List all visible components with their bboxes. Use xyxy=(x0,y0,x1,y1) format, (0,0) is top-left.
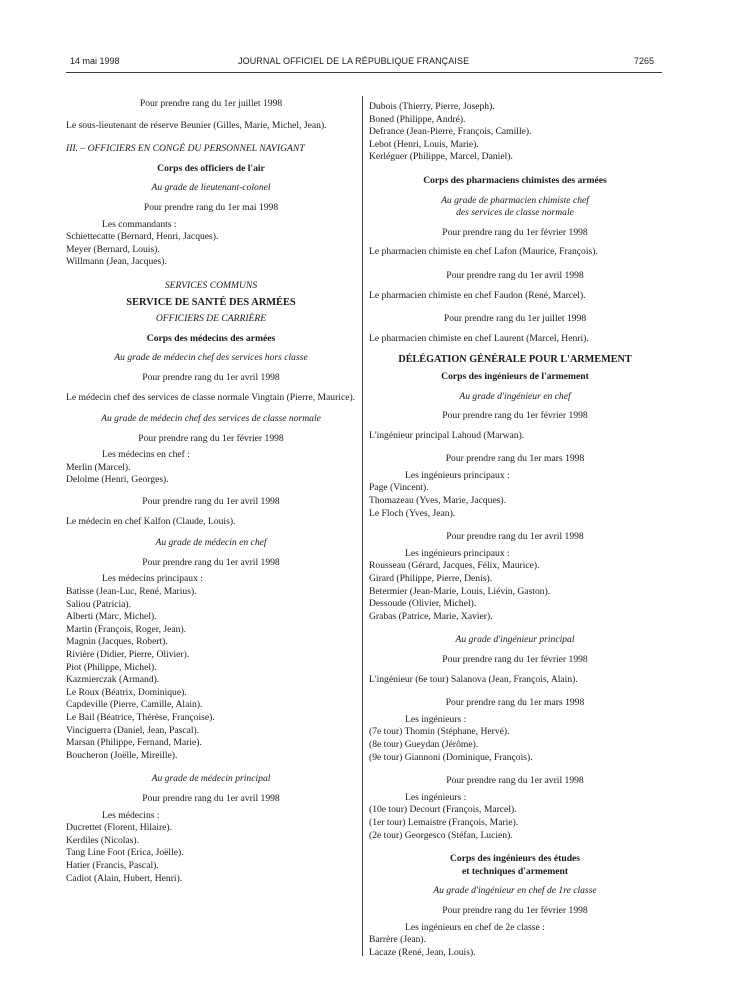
list-item: Saliou (Patricia). xyxy=(66,598,132,610)
name-list xyxy=(66,462,356,487)
header-rule xyxy=(66,72,662,73)
rank-date: Pour prendre rang du 1er février 1998 xyxy=(442,410,588,422)
list-intro: Les ingénieurs principaux : xyxy=(405,469,510,481)
appointment-entry: Le sous-lieutenant de réserve Beunier (Gilles, Marie, Michel, Jean). xyxy=(66,119,327,131)
rank-date: Pour prendre rang du 1er février 1998 xyxy=(442,226,588,238)
name-list xyxy=(369,482,661,520)
grade-heading: Au grade d'ingénieur principal xyxy=(455,634,575,646)
rank-date: Pour prendre rang du 1er avril 1998 xyxy=(142,496,280,508)
list-item: Defrance (Jean-Pierre, François, Camille). xyxy=(369,126,532,138)
header-date: 14 mai 1998 xyxy=(70,56,120,66)
list-item: Dubois (Thierry, Pierre, Joseph). xyxy=(369,101,495,112)
rank-date: Pour prendre rang du 1er mars 1998 xyxy=(445,697,585,709)
section-iii-title: III. – OFFICIERS EN CONGÉ DU PERSONNEL NAVIGANT xyxy=(66,143,305,155)
rank-date: Pour prendre rang du 1er avril 1998 xyxy=(142,556,280,568)
corps-heading: Corps des pharmaciens chimistes des armées xyxy=(423,174,607,186)
grade-heading: Au grade de médecin principal xyxy=(151,773,271,785)
name-list xyxy=(369,804,661,842)
subsection-heading: OFFICIERS DE CARRIÈRE xyxy=(155,313,267,325)
list-item: Page (Vincent). xyxy=(369,482,429,494)
list-item: (2e tour) Georgesco (Stéfan, Lucien). xyxy=(369,829,513,841)
name-list xyxy=(66,822,356,885)
list-item: Grabas (Patrice, Marie, Xavier). xyxy=(369,610,493,622)
list-item: Barrère (Jean). xyxy=(369,934,426,946)
list-item: (9e tour) Giannoni (Dominique, François). xyxy=(369,751,533,763)
left-column xyxy=(66,98,356,885)
section-heading: SERVICES COMMUNS xyxy=(164,279,258,291)
name-list xyxy=(369,560,661,623)
list-item: (10e tour) Decourt (François, Marcel). xyxy=(369,804,517,816)
list-item: Ducrettet (Florent, Hilaire). xyxy=(66,822,173,834)
rank-date: Pour prendre rang du 1er avril 1998 xyxy=(142,792,280,804)
list-item: Delolme (Henri, Georges). xyxy=(66,474,169,486)
list-item: Rousseau (Gérard, Jacques, Félix, Maurice). xyxy=(369,560,540,572)
list-item: Magnin (Jacques, Robert). xyxy=(66,636,168,648)
rank-date: Pour prendre rang du 1er avril 1998 xyxy=(142,371,280,383)
list-item: Schiettecatte (Bernard, Henri, Jacques). xyxy=(66,231,219,243)
list-item: Lacaze (René, Jean, Louis). xyxy=(369,946,476,958)
grade-heading: Au grade de médecin chef des services hors classe xyxy=(114,352,308,364)
list-item: Kazmierczak (Armand). xyxy=(66,674,160,686)
name-list xyxy=(369,726,661,764)
corps-heading-line: et techniques d'armement xyxy=(461,865,569,877)
list-item: Vinciguerra (Daniel, Jean, Pascal). xyxy=(66,724,200,736)
page-header xyxy=(0,56,731,70)
rank-date: Pour prendre rang du 1er février 1998 xyxy=(138,432,284,444)
appointment-entry: Le médecin en chef Kalfon (Claude, Louis). xyxy=(66,515,236,527)
section-heading xyxy=(66,143,356,156)
list-item: Boucheron (Joëlle, Mireille). xyxy=(66,749,178,761)
list-item: Piot (Philippe, Michel). xyxy=(66,661,157,673)
delegation-heading: DÉLÉGATION GÉNÉRALE POUR L'ARMEMENT xyxy=(398,354,632,366)
list-item: Batisse (Jean-Luc, René, Marius). xyxy=(66,586,197,598)
appointment-entry: L'ingénieur (6e tour) Salanova (Jean, François, Alain). xyxy=(369,673,578,685)
list-item: Le Roux (Béatrix, Dominique). xyxy=(66,686,187,698)
list-item: Alberti (Marc, Michel). xyxy=(66,611,157,623)
list-item: (1er tour) Lemaistre (François, Marie). xyxy=(369,816,519,828)
appointment-entry: L'ingénieur principal Lahoud (Marwan). xyxy=(369,429,525,441)
corps-heading-line: Corps des ingénieurs des études xyxy=(449,853,581,865)
corps-heading: Corps des médecins des armées xyxy=(146,332,276,344)
list-item: Dessoude (Olivier, Michel). xyxy=(369,598,477,610)
list-item: Betermier (Jean-Marie, Louis, Liévin, Gaston). xyxy=(369,585,551,597)
list-item: Willmann (Jean, Jacques). xyxy=(66,256,167,268)
list-item: Le Bail (Béatrice, Thérèse, Françoise). xyxy=(66,711,215,723)
list-item: Kerléguer (Philippe, Marcel, Daniel). xyxy=(369,151,513,163)
list-item: Girard (Philippe, Pierre, Denis). xyxy=(369,573,493,585)
name-list xyxy=(66,586,356,762)
column-divider xyxy=(362,96,363,956)
grade-heading: Au grade d'ingénieur en chef xyxy=(459,390,571,402)
appointment-entry: Le pharmacien chimiste en chef Lafon (Maurice, François). xyxy=(369,246,598,258)
list-intro: Les ingénieurs : xyxy=(405,791,467,803)
name-list xyxy=(66,231,356,269)
rank-date: Pour prendre rang du 1er avril 1998 xyxy=(446,531,584,543)
rank-date: Pour prendre rang du 1er février 1998 xyxy=(442,654,588,665)
list-item: Martin (François, Roger, Jean). xyxy=(66,623,187,635)
list-item: Thomazeau (Yves, Marie, Jacques). xyxy=(369,495,507,507)
corps-heading xyxy=(369,853,661,878)
list-item: Le Floch (Yves, Jean). xyxy=(369,507,456,519)
list-intro: Les médecins en chef : xyxy=(102,449,190,461)
list-item: Merlin (Marcel). xyxy=(66,461,131,473)
grade-heading: Au grade de lieutenant-colonel xyxy=(151,182,271,194)
list-item: Boned (Philippe, André). xyxy=(369,113,466,125)
rank-date: Pour prendre rang du 1er avril 1998 xyxy=(446,269,584,281)
list-item: Tang Line Foot (Erica, Joëlle). xyxy=(66,847,184,859)
rank-date: Pour prendre rang du 1er avril 1998 xyxy=(446,775,584,787)
list-item: Capdeville (Pierre, Camille, Alain). xyxy=(66,699,203,711)
name-list xyxy=(369,934,661,959)
rank-date: Pour prendre rang du 1er février 1998 xyxy=(442,904,588,916)
list-intro: Les ingénieurs principaux : xyxy=(405,547,510,559)
grade-heading: Au grade de médecin chef des services de classe normale xyxy=(101,413,321,425)
appointment-entry: Le pharmacien chimiste en chef Laurent (Marcel, Henri). xyxy=(369,332,589,344)
rank-date: Pour prendre rang du 1er mars 1998 xyxy=(445,453,585,465)
header-page-number: 7265 xyxy=(634,56,655,66)
list-intro: Les médecins principaux : xyxy=(102,573,203,585)
grade-heading: Au grade d'ingénieur en chef de 1re classe xyxy=(433,885,597,897)
list-intro: Les commandants : xyxy=(102,218,177,230)
corps-heading: Corps des ingénieurs de l'armement xyxy=(441,370,589,382)
rank-date: Pour prendre rang du 1er juillet 1998 xyxy=(443,313,587,325)
right-column xyxy=(369,101,661,959)
list-item: Kerdiles (Nicolas). xyxy=(66,834,139,846)
header-title: JOURNAL OFFICIEL DE LA RÉPUBLIQUE FRANÇAISE xyxy=(238,56,470,66)
list-intro: Les médecins : xyxy=(102,809,160,821)
appointment-entry: Le médecin chef des services de classe normale Vingtain (Pierre, Maurice). xyxy=(66,391,356,403)
list-intro: Les ingénieurs : xyxy=(405,713,467,725)
rank-date: Pour prendre rang du 1er mai 1998 xyxy=(143,201,279,213)
name-list xyxy=(369,101,661,164)
service-heading: SERVICE DE SANTÉ DES ARMÉES xyxy=(126,296,296,308)
list-intro: Les ingénieurs en chef de 2e classe : xyxy=(405,921,545,933)
corps-heading: Corps des officiers de l'air xyxy=(157,162,265,174)
list-item: Rivière (Didier, Pierre, Olivier). xyxy=(66,649,190,660)
grade-heading: Au grade de médecin en chef xyxy=(155,537,267,549)
grade-heading-line: des services de classe normale xyxy=(456,207,574,219)
appointment-entry: Le pharmacien chimiste en chef Faudon (René, Marcel). xyxy=(369,289,586,301)
list-item: Marsan (Philippe, Fernand, Marie). xyxy=(66,737,202,749)
rank-date: Pour prendre rang du 1er juillet 1998 xyxy=(139,98,283,109)
grade-heading xyxy=(369,195,661,220)
list-item: Cadiot (Alain, Hubert, Henri). xyxy=(66,872,183,884)
list-item: Hatier (Francis, Pascal). xyxy=(66,859,159,871)
list-item: Lebot (Henri, Louis, Marie). xyxy=(369,138,479,150)
list-item: Meyer (Bernard, Louis). xyxy=(66,243,160,255)
list-item: (7e tour) Thomin (Stéphane, Hervé). xyxy=(369,726,510,738)
list-item: (8e tour) Gueydan (Jérôme). xyxy=(369,738,479,750)
grade-heading-line: Au grade de pharmacien chimiste chef xyxy=(441,194,589,206)
